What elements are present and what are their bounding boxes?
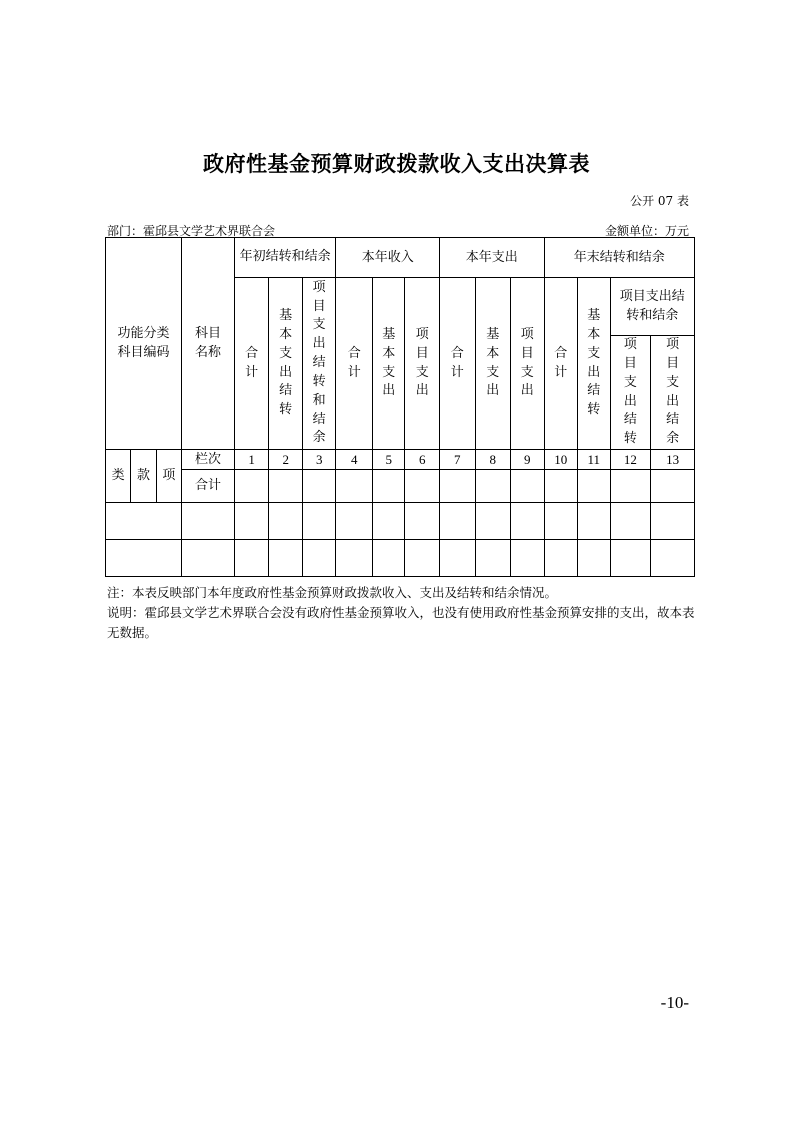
column-number: 11 (578, 450, 610, 470)
column-number: 6 (405, 450, 440, 470)
column-number: 5 (372, 450, 404, 470)
header-income-basic: 基本支出 (372, 278, 404, 450)
table-cell (405, 470, 440, 503)
column-number: 13 (651, 450, 695, 470)
table-cell (182, 503, 235, 540)
header-expense-total: 合计 (439, 278, 475, 450)
table-cell (511, 470, 545, 503)
amount-unit-label: 金额单位：万元 (604, 224, 689, 238)
page-title: 政府性基金预算财政拨款收入支出决算表 (203, 152, 590, 176)
table-cell (651, 470, 695, 503)
header-group-begin: 年初结转和结余 (234, 238, 336, 278)
table-row (106, 540, 695, 577)
page-number: -10- (660, 993, 689, 1012)
header-kuan: 款 (131, 450, 156, 503)
total-row-label: 合计 (182, 470, 235, 503)
header-begin-total: 合计 (234, 278, 269, 450)
header-end-project-balance: 项目支出结余 (651, 336, 695, 450)
table-cell (234, 470, 269, 503)
column-number: 9 (511, 450, 545, 470)
column-number: 7 (439, 450, 475, 470)
header-group-income: 本年收入 (336, 238, 440, 278)
table-cell (610, 470, 651, 503)
header-expense-basic: 基本支出 (475, 278, 511, 450)
table-cell (475, 470, 511, 503)
header-func-code: 功能分类科目编码 (106, 238, 182, 450)
table-cell (439, 470, 475, 503)
department-label: 部门：霍邱县文学艺术界联合会 (107, 224, 276, 238)
table-cell (106, 503, 182, 540)
header-begin-basic: 基本支出结转 (269, 278, 303, 450)
table-row (106, 503, 695, 540)
column-number: 10 (544, 450, 578, 470)
header-subject-name: 科目名称 (182, 238, 235, 450)
header-xiang: 项 (156, 450, 181, 503)
row-index-label: 栏次 (182, 450, 235, 470)
table-cell (372, 470, 404, 503)
column-number: 8 (475, 450, 511, 470)
table-cell (269, 470, 303, 503)
header-lei: 类 (106, 450, 131, 503)
table-cell (544, 470, 578, 503)
header-end-project: 项目支出结转和结余 (610, 278, 694, 336)
header-begin-project: 项目支出结转和结余 (302, 278, 336, 450)
fund-budget-table (105, 237, 695, 577)
note-line: 注：本表反映部门本年度政府性基金预算财政拨款收入、支出及结转和结余情况。 (107, 585, 558, 600)
column-number: 12 (610, 450, 651, 470)
notes (107, 583, 697, 643)
table-cell (336, 470, 373, 503)
table-number: 公开 07 表 (630, 194, 689, 208)
table-cell (578, 470, 610, 503)
column-number: 3 (302, 450, 336, 470)
table-cell (106, 540, 182, 577)
header-end-total: 合计 (544, 278, 578, 450)
header-group-end: 年末结转和结余 (544, 238, 694, 278)
table-cell (182, 540, 235, 577)
header-expense-project: 项目支出 (511, 278, 545, 450)
table-cell (302, 470, 336, 503)
column-number: 2 (269, 450, 303, 470)
header-income-total: 合计 (336, 278, 373, 450)
column-number: 4 (336, 450, 373, 470)
column-number: 1 (234, 450, 269, 470)
header-end-project-carry: 项目支出结转 (610, 336, 651, 450)
header-income-project: 项目支出 (405, 278, 440, 450)
explanation-line: 说明：霍邱县文学艺术界联合会没有政府性基金预算收入，也没有使用政府性基金预算安排的支出，故本表无数据。 (107, 605, 695, 640)
header-end-basic: 基本支出结转 (578, 278, 610, 450)
header-group-expense: 本年支出 (439, 238, 544, 278)
